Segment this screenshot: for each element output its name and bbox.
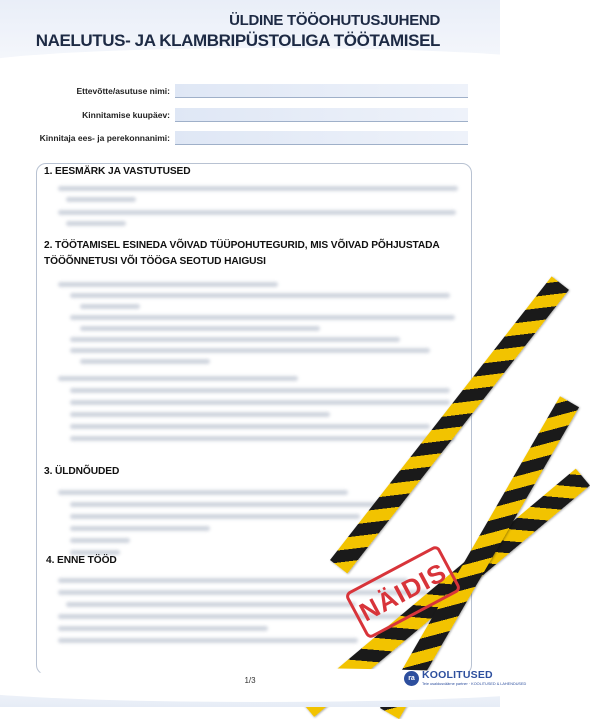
- document-title: ÜLDINE TÖÖOHUTUSJUHEND: [229, 12, 440, 29]
- blurred-text-line: [58, 210, 456, 215]
- approver-field[interactable]: [175, 131, 468, 145]
- date-label: Kinnitamise kuupäev:: [82, 110, 170, 120]
- blurred-text-line: [58, 638, 358, 643]
- section-2-title: 2. TÖÖTAMISEL ESINEDA VÕIVAD TÜÜPOHUTEGURID, MIS VÕIVAD PÕHJUSTADA: [44, 240, 440, 251]
- stamp-text: NÄIDIS: [354, 556, 452, 627]
- date-field[interactable]: [175, 108, 468, 122]
- blurred-text-line: [70, 337, 400, 342]
- blurred-text-line: [70, 502, 400, 507]
- blurred-text-line: [70, 526, 210, 531]
- header-curve: [0, 48, 580, 88]
- blurred-text-line: [66, 197, 136, 202]
- blurred-text-line: [70, 436, 455, 441]
- section-2-title-cont: TÖÖÕNNETUSI VÕI TÖÖGA SEOTUD HAIGUSI: [44, 256, 266, 267]
- document-subtitle: NAELUTUS- JA KLAMBRIPÜSTOLIGA TÖÖTAMISEL: [35, 31, 440, 50]
- blurred-text-line: [80, 326, 320, 331]
- approver-label: Kinnitaja ees- ja perekonnanimi:: [39, 133, 170, 143]
- blurred-text-line: [58, 282, 278, 287]
- company-field[interactable]: [175, 84, 468, 98]
- blurred-text-line: [70, 538, 130, 543]
- blurred-text-line: [70, 388, 450, 393]
- blurred-text-line: [70, 315, 455, 320]
- blurred-text-line: [66, 221, 126, 226]
- blurred-text-line: [70, 514, 360, 519]
- logo-subtitle: Teie usaldusväärne partner · KOOLITUSED & LAHENDUSED: [422, 682, 527, 686]
- blurred-text-line: [58, 186, 458, 191]
- company-label: Ettevõtte/asutuse nimi:: [76, 86, 170, 96]
- blurred-text-line: [80, 359, 210, 364]
- blurred-text-line: [58, 578, 408, 583]
- blurred-text-line: [70, 293, 450, 298]
- section-4-title: 4. ENNE TÖÖD: [46, 555, 117, 566]
- blurred-text-line: [70, 400, 450, 405]
- blurred-text-line: [70, 412, 330, 417]
- blurred-text-line: [80, 304, 140, 309]
- blurred-text-line: [70, 348, 430, 353]
- blurred-text-line: [58, 376, 298, 381]
- section-1-title: 1. EESMÄRK JA VASTUTUSED: [44, 166, 191, 177]
- section-3-title: 3. ÜLDNÕUDED: [44, 466, 120, 477]
- blurred-text-line: [70, 424, 430, 429]
- blurred-text-line: [58, 626, 268, 631]
- blurred-text-line: [58, 490, 348, 495]
- page-number: 1/3: [244, 676, 256, 685]
- blurred-text-line: [66, 602, 356, 607]
- logo-text: KOOLITUSED: [422, 669, 493, 681]
- logo-mark-icon: ra: [404, 671, 419, 686]
